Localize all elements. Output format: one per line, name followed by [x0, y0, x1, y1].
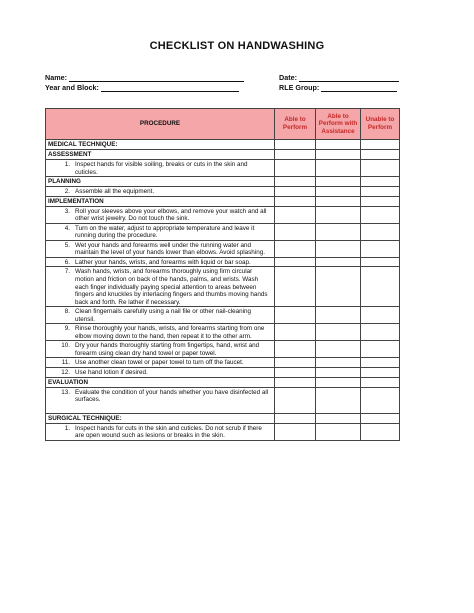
unable-cell[interactable]: [361, 187, 400, 197]
assist-cell[interactable]: [316, 160, 361, 177]
unable-cell[interactable]: [361, 240, 400, 257]
unable-cell[interactable]: [361, 223, 400, 240]
section-row: [46, 150, 400, 160]
assist-cell[interactable]: [316, 257, 361, 267]
step-number: 13.: [61, 388, 70, 396]
step-number: 5.: [64, 241, 70, 249]
table-row: [46, 206, 400, 223]
unable-cell[interactable]: [361, 423, 400, 440]
unable-cell[interactable]: [361, 267, 400, 307]
checklist-table: [45, 108, 400, 441]
step-text: Lather your hands, wrists, and forearms with liquid or bar soap.: [75, 258, 251, 266]
table-row: [46, 240, 400, 257]
table-row: [46, 160, 400, 177]
medical-technique-heading: MEDICAL TECHNIQUE:: [46, 140, 275, 150]
able-cell[interactable]: [275, 324, 316, 341]
assist-cell[interactable]: [316, 377, 361, 387]
able-cell[interactable]: [275, 368, 316, 378]
document-title: CHECKLIST ON HANDWASHING: [149, 40, 325, 52]
able-cell[interactable]: [275, 240, 316, 257]
unable-cell[interactable]: [361, 307, 400, 324]
step-text: Wet your hands and forearms well under the running water and maintain the level of your hands lower than elbows. Avoid splashing.: [75, 241, 265, 257]
step-text: Use another clean towel or paper towel to turn off the faucet.: [75, 359, 244, 367]
assist-cell[interactable]: [316, 267, 361, 307]
name-label: Name:: [45, 73, 67, 82]
assist-cell[interactable]: [316, 187, 361, 197]
assist-cell[interactable]: [316, 324, 361, 341]
name-field-row: [45, 73, 244, 82]
table-row: [46, 223, 400, 240]
implementation-heading: IMPLEMENTATION: [46, 196, 275, 206]
step-number: 7.: [64, 268, 70, 276]
name-input-line[interactable]: [69, 74, 244, 82]
unable-cell[interactable]: [361, 368, 400, 378]
surgical-technique-heading: SURGICAL TECHNIQUE:: [46, 413, 275, 423]
step-number: 4.: [64, 224, 70, 232]
assist-cell[interactable]: [316, 387, 361, 413]
assist-cell[interactable]: [316, 423, 361, 440]
step-text: Assemble all the equipment.: [75, 188, 155, 196]
rle-group-field-row: [279, 83, 397, 92]
step-text: Rinse thoroughly your hands, wrists, and forearms starting from one elbow moving down to the hand, then repeat it to the other arm.: [75, 325, 265, 340]
section-row: [46, 177, 400, 187]
table-row: [46, 257, 400, 267]
unable-cell[interactable]: [361, 177, 400, 187]
able-cell[interactable]: [275, 267, 316, 307]
unable-cell[interactable]: [361, 413, 400, 423]
year-block-label: Year and Block:: [45, 83, 99, 92]
year-block-input-line[interactable]: [101, 84, 239, 92]
assist-cell[interactable]: [316, 196, 361, 206]
section-row: [46, 196, 400, 206]
section-row: [46, 377, 400, 387]
able-cell[interactable]: [275, 387, 316, 413]
step-text: Evaluate the condition of your hands whether you have disinfected all surfaces.: [75, 388, 269, 404]
step-number: 3.: [64, 207, 70, 215]
unable-cell[interactable]: [361, 341, 400, 358]
able-cell[interactable]: [275, 377, 316, 387]
able-cell[interactable]: [275, 413, 316, 423]
able-cell[interactable]: [275, 341, 316, 358]
able-cell[interactable]: [275, 140, 316, 150]
date-input-line[interactable]: [299, 74, 399, 82]
unable-cell[interactable]: [361, 140, 400, 150]
step-number: 1.: [64, 161, 70, 168]
unable-cell[interactable]: [361, 377, 400, 387]
table-row: [46, 341, 400, 358]
able-with-assistance-column-header: Able to Perform with Assistance: [316, 109, 361, 140]
table-row: [46, 423, 400, 440]
assist-cell[interactable]: [316, 206, 361, 223]
table-row: [46, 307, 400, 324]
assessment-heading: ASSESSMENT: [46, 150, 275, 160]
planning-heading: PLANNING: [46, 177, 275, 187]
table-header-row: [46, 109, 400, 140]
assist-cell[interactable]: [316, 307, 361, 324]
unable-cell[interactable]: [361, 150, 400, 160]
assist-cell[interactable]: [316, 150, 361, 160]
rle-group-label: RLE Group:: [279, 83, 320, 92]
unable-cell[interactable]: [361, 387, 400, 413]
table-row: [46, 324, 400, 341]
unable-cell[interactable]: [361, 196, 400, 206]
assist-cell[interactable]: [316, 368, 361, 378]
unable-cell[interactable]: [361, 358, 400, 368]
procedure-column-header: PROCEDURE: [46, 109, 275, 140]
table-row: [46, 368, 400, 378]
step-text: Turn on the water, adjust to appropriate temperature and leave it running during the procedure.: [75, 224, 255, 240]
able-cell[interactable]: [275, 307, 316, 324]
date-label: Date:: [279, 73, 297, 82]
unable-cell[interactable]: [361, 257, 400, 267]
section-row: [46, 413, 400, 423]
step-number: 11.: [61, 359, 70, 367]
assist-cell[interactable]: [316, 358, 361, 368]
table-row: [46, 267, 400, 307]
step-text: Clean fingernails carefully using a nail file or other nail-cleaning utensil.: [75, 308, 252, 323]
step-number: 8.: [64, 308, 70, 316]
assist-cell[interactable]: [316, 223, 361, 240]
step-number: 2.: [64, 188, 70, 196]
evaluation-heading: EVALUATION: [46, 377, 275, 387]
year-block-field-row: [45, 83, 239, 92]
step-number: 1.: [64, 424, 70, 432]
assist-cell[interactable]: [316, 413, 361, 423]
able-cell[interactable]: [275, 187, 316, 197]
able-to-perform-column-header: Able to Perform: [275, 109, 316, 140]
unable-cell[interactable]: [361, 160, 400, 177]
date-field-row: [279, 73, 399, 82]
step-text: Inspect hands for cuts in the skin and cuticles. Do not scrub if there are open wound such as lesions or breaks in the skin.: [75, 424, 262, 440]
assist-cell[interactable]: [316, 177, 361, 187]
unable-to-perform-column-header: Unable to Perform: [361, 109, 400, 140]
unable-cell[interactable]: [361, 324, 400, 341]
able-cell[interactable]: [275, 196, 316, 206]
step-number: 12.: [61, 369, 70, 377]
able-cell[interactable]: [275, 257, 316, 267]
able-cell[interactable]: [275, 160, 316, 177]
step-text: Wash hands, wrists, and forearms thoroughly using firm circular motion and friction on back of the hands, palms, and wrists. Wash each finger individually paying special attention to areas between fingers and knuckles by interlacing fingers and thumbs moving hands back and forth. Re lather if necessary.: [75, 268, 268, 306]
table-row: [46, 387, 400, 413]
step-text: Use hand lotion if desired.: [75, 369, 148, 377]
able-cell[interactable]: [275, 177, 316, 187]
step-number: 9.: [64, 325, 70, 333]
step-number: 6.: [64, 258, 70, 266]
step-text: Inspect hands for visible soiling, breaks or cuts in the skin and cuticles.: [75, 161, 248, 176]
section-row: [46, 140, 400, 150]
assist-cell[interactable]: [316, 341, 361, 358]
unable-cell[interactable]: [361, 206, 400, 223]
table-row: [46, 358, 400, 368]
step-text: Dry your hands thoroughly starting from fingertips, hand, wrist and forearm using clean dry hand towel or paper towel.: [75, 342, 260, 357]
able-cell[interactable]: [275, 423, 316, 440]
assist-cell[interactable]: [316, 240, 361, 257]
able-cell[interactable]: [275, 206, 316, 223]
table-row: [46, 187, 400, 197]
able-cell[interactable]: [275, 358, 316, 368]
step-number: 10.: [61, 342, 70, 350]
step-text: Roll your sleeves above your elbows, and remove your watch and all other wrist jewelry. Do not touch the sink.: [75, 207, 267, 223]
able-cell[interactable]: [275, 223, 316, 240]
assist-cell[interactable]: [316, 140, 361, 150]
able-cell[interactable]: [275, 150, 316, 160]
rle-group-input-line[interactable]: [321, 84, 397, 92]
